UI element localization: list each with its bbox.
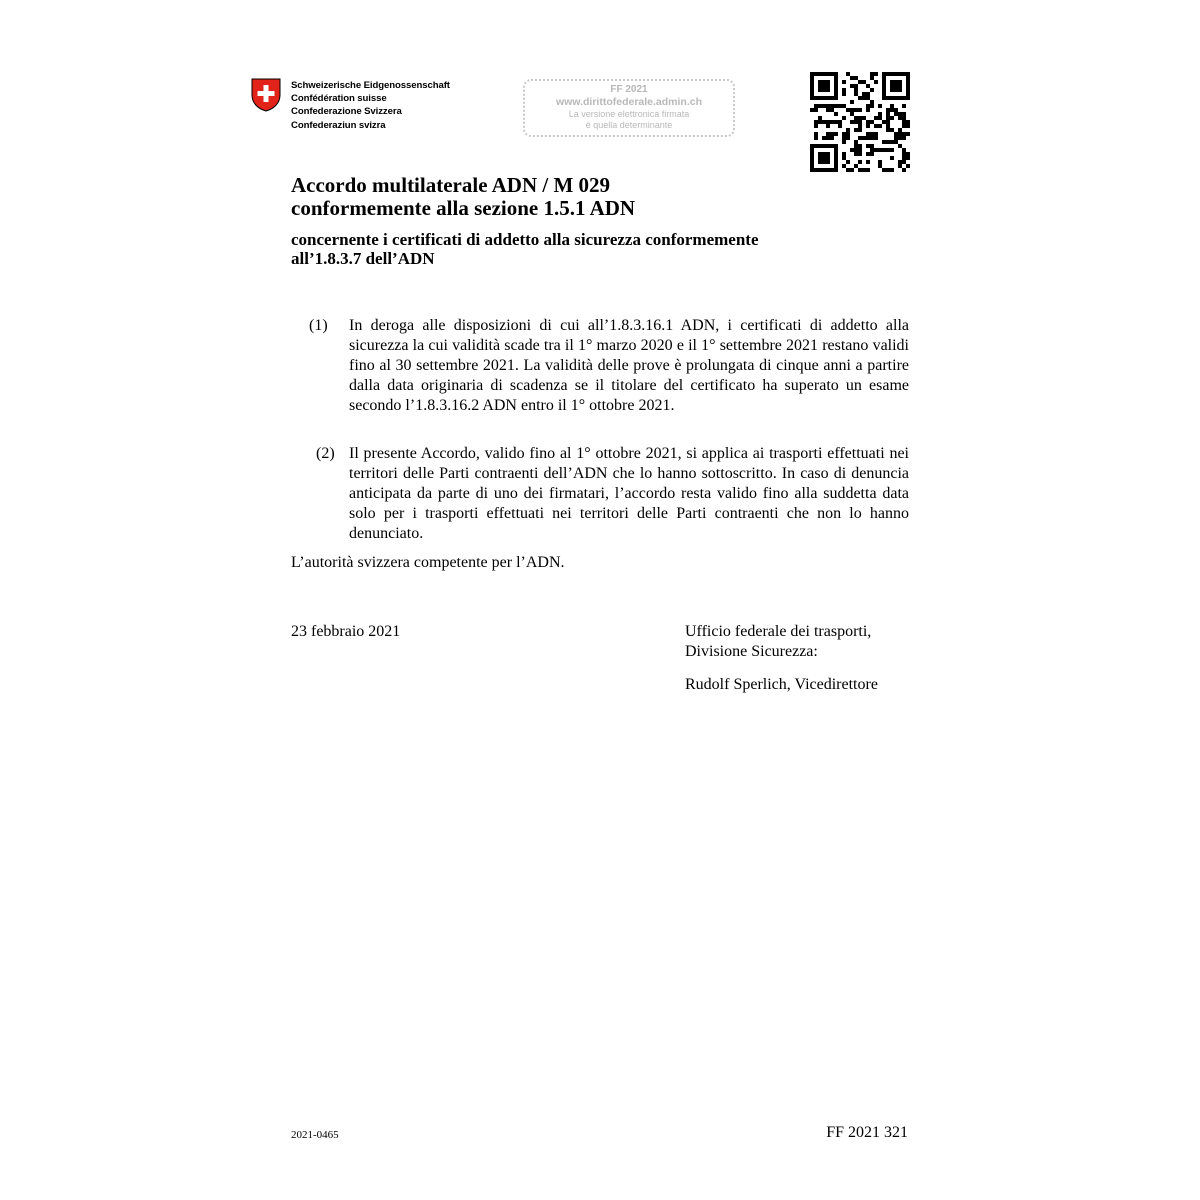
federal-name-rm: Confederaziun svizra [291,119,386,131]
swiss-coat-of-arms-icon [251,78,281,112]
stamp-line-2: www.dirittofederale.admin.ch [555,96,703,108]
federal-name-it: Confederazione Svizzera [291,106,402,118]
title-line-1: Accordo multilaterale ADN / M 029 [291,173,611,197]
paragraph-1 [309,316,909,416]
paragraph-text: Il presente Accordo, valido fino al 1° ottobre 2021, si applica ai trasporti effettuati nei territori delle Parti contraenti dell’ADN che lo hanno sottoscritto. In caso di denuncia anticipata da parte di uno dei firmatari, l’accordo resta valido fino alla suddetta data solo per i trasporti effettuati nei territori delle Parti contraenti che non lo hanno denunciato. [349,445,909,542]
title-line-2: conformemente alla sezione 1.5.1 ADN [291,196,636,220]
federal-name-de: Schweizerische Eidgenossenschaft [291,80,450,91]
office-line-2: Divisione Sicurezza: [685,643,818,660]
federal-names [291,79,450,132]
document-subtitle [291,230,911,268]
paragraph-2 [309,444,909,544]
paragraph-number: (1) [309,317,328,334]
qr-code-icon [810,72,910,172]
federal-name-fr: Confédération suisse [291,93,387,105]
paragraph-text: In deroga alle disposizioni di cui all’1.8.3.16.1 ADN, i certificati di addetto alla sicurezza la cui validità scade tra il 1° marzo 2020 e il 1° settembre 2021 restano validi fino al 30 settembre 2021. La validità delle prove è prolungata di cinque anni a partire dalla data originaria di scadenza se il titolare del certificato ha superato un esame secondo l’1.8.3.16.2 ADN entro il 1° ottobre 2021. [349,317,909,414]
stamp-line-4: è quella determinante [585,120,673,130]
stamp-line-1: FF 2021 [610,84,648,95]
document-title [291,174,911,220]
stamp-line-3: La versione elettronica firmata [568,109,690,119]
issuing-office [685,622,915,662]
office-line-1: Ufficio federale dei trasporti, [685,623,872,640]
closing-statement: L’autorità svizzera competente per l’ADN. [291,554,565,571]
electronic-version-stamp [523,79,735,137]
document-date: 23 febbraio 2021 [291,623,401,640]
footer-document-code: 2021-0465 [291,1129,339,1141]
signer: Rudolf Sperlich, Vicedirettore [685,676,878,693]
footer-reference: FF 2021 321 [826,1124,908,1141]
subtitle-line-2: all’1.8.3.7 dell’ADN [291,249,435,268]
subtitle-line-1: concernente i certificati di addetto alla sicurezza conformemente [291,230,759,249]
paragraph-number: (2) [316,445,335,462]
